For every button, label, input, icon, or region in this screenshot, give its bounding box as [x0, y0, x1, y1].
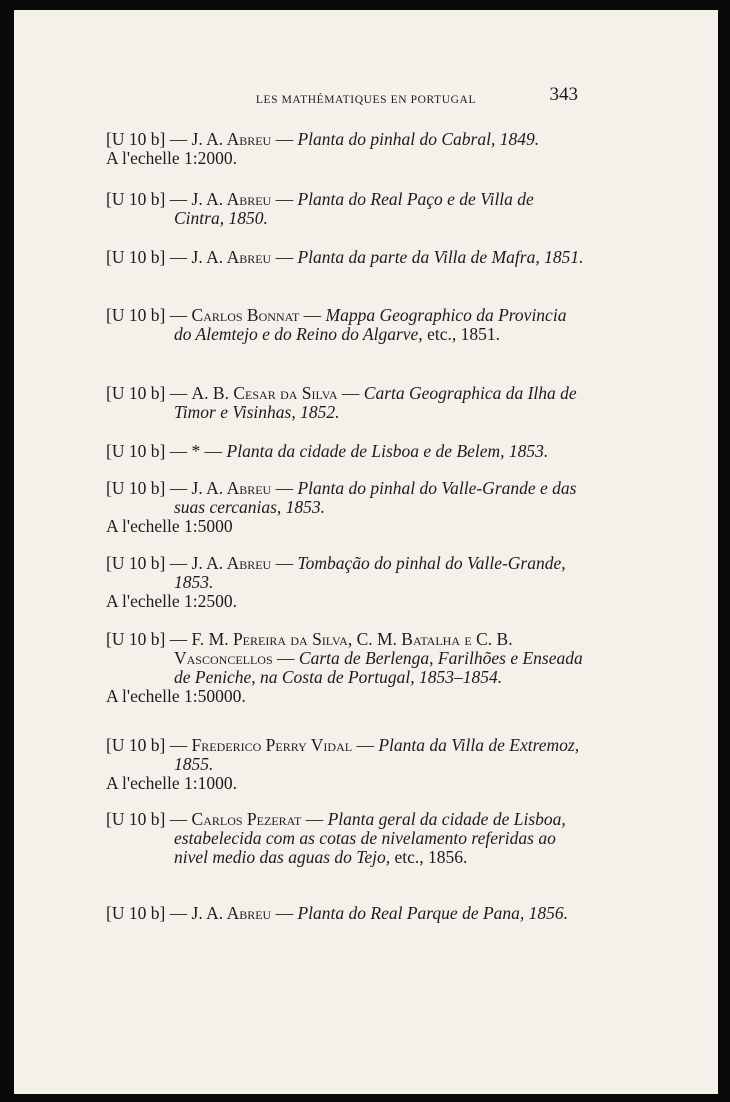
- entry-extra: etc., 1851.: [427, 324, 500, 344]
- catalog-entry: [U 10 b] — F. M. Pereira da Silva, C. M. Batalha e C. B. Vasconcellos — Carta de Berlenga, Farilhões e Enseada de Peniche, na Costa de Portugal, 1853–1854. A l'echelle 1:50000.: [106, 630, 588, 706]
- entry-author: J. A. Abreu: [191, 129, 272, 149]
- shelf-mark: [U 10 b]: [106, 478, 166, 498]
- page-number: 343: [549, 84, 578, 105]
- entry-author: J. A. Abreu: [191, 478, 272, 498]
- catalog-entry: [U 10 b] — J. A. Abreu — Planta do pinhal do Cabral, 1849. A l'echelle 1:2000.: [106, 130, 588, 168]
- entry-title: Planta do pinhal do Valle-Grande e das suas cercanias, 1853.: [174, 478, 577, 517]
- entry-author: A. B. Cesar da Silva: [191, 383, 338, 403]
- entry-author: J. A. Abreu: [191, 553, 272, 573]
- catalog-entry: [U 10 b] — Frederico Perry Vidal — Planta da Villa de Extremoz, 1855. A l'echelle 1:1000.: [106, 736, 588, 793]
- entry-scale: A l'echelle 1:5000: [106, 516, 233, 536]
- entry-title: Planta geral da cidade de Lisboa, estabelecida com as cotas de nivelamento referidas ao nivel medio das aguas do Tejo,: [174, 809, 566, 867]
- shelf-mark: [U 10 b]: [106, 809, 166, 829]
- catalog-entry: [U 10 b] — Carlos Bonnat — Mappa Geographico da Provincia do Alemtejo e do Reino do Algarve, etc., 1851.: [106, 305, 567, 344]
- entry-scale: A l'echelle 1:50000.: [106, 686, 246, 706]
- catalog-entry: [U 10 b] — * — Planta da cidade de Lisboa e de Belem, 1853.: [106, 441, 549, 461]
- entry-title: Carta Geographica da Ilha de Timor e Visinhas, 1852.: [174, 383, 577, 422]
- entry-scale: A l'echelle 1:1000.: [106, 773, 237, 793]
- catalog-entry: [U 10 b] — A. B. Cesar da Silva — Carta Geographica da Ilha de Timor e Visinhas, 1852.: [106, 383, 577, 422]
- shelf-mark: [U 10 b]: [106, 247, 166, 267]
- shelf-mark: [U 10 b]: [106, 629, 166, 649]
- entry-title: Planta da Villa de Extremoz, 1855.: [174, 735, 580, 774]
- book-page: [14, 10, 718, 1094]
- entry-author: J. A. Abreu: [191, 247, 272, 267]
- running-head: LES MATHÉMATIQUES EN PORTUGAL: [255, 94, 477, 106]
- shelf-mark: [U 10 b]: [106, 129, 166, 149]
- shelf-mark: [U 10 b]: [106, 305, 166, 325]
- entry-author: Carlos Bonnat: [191, 305, 300, 325]
- entry-scale: A l'echelle 1:2000.: [106, 148, 237, 168]
- entry-scale: A l'echelle 1:2500.: [106, 591, 237, 611]
- shelf-mark: [U 10 b]: [106, 903, 166, 923]
- entry-title: Planta da cidade de Lisboa e de Belem, 1853.: [226, 441, 549, 461]
- entry-author: J. A. Abreu: [191, 903, 272, 923]
- shelf-mark: [U 10 b]: [106, 553, 166, 573]
- catalog-entry: [U 10 b] — J. A. Abreu — Planta do pinhal do Valle-Grande e das suas cercanias, 1853. A l'echelle 1:5000: [106, 479, 588, 536]
- catalog-entry: [U 10 b] — J. A. Abreu — Planta do Real Paço e de Villa de Cintra, 1850.: [106, 189, 534, 228]
- entry-title: Mappa Geographico da Provincia do Alemtejo e do Reino do Algarve,: [174, 305, 567, 344]
- entry-title: Planta da parte da Villa de Mafra, 1851.: [297, 247, 584, 267]
- catalog-entry: [U 10 b] — J. A. Abreu — Planta do Real Parque de Pana, 1856.: [106, 903, 569, 923]
- entry-title: Planta do Real Paço e de Villa de Cintra, 1850.: [174, 189, 534, 228]
- shelf-mark: [U 10 b]: [106, 735, 166, 755]
- shelf-mark: [U 10 b]: [106, 189, 166, 209]
- entry-author: *: [191, 441, 201, 461]
- shelf-mark: [U 10 b]: [106, 383, 166, 403]
- catalog-entry: [U 10 b] — J. A. Abreu — Tombação do pinhal do Valle-Grande, 1853. A l'echelle 1:2500.: [106, 554, 588, 611]
- entry-author: Frederico Perry Vidal: [191, 735, 353, 755]
- catalog-entry: [U 10 b] — Carlos Pezerat — Planta geral da cidade de Lisboa, estabelecida com as cotas de nivelamento referidas ao nivel medio das aguas do Tejo, etc., 1856.: [106, 809, 566, 867]
- entry-author: F. M. Pereira da Silva, C. M. Batalha e C. B. Vasconcellos: [174, 629, 513, 668]
- shelf-mark: [U 10 b]: [106, 441, 166, 461]
- entry-title: Planta do pinhal do Cabral, 1849.: [297, 129, 540, 149]
- entry-author: Carlos Pezerat: [191, 809, 302, 829]
- entry-author: J. A. Abreu: [191, 189, 272, 209]
- entry-title: Tombação do pinhal do Valle-Grande, 1853.: [174, 553, 566, 592]
- page-header: [14, 84, 718, 114]
- catalog-entry: [U 10 b] — J. A. Abreu — Planta da parte da Villa de Mafra, 1851.: [106, 247, 584, 267]
- entry-title: Carta de Berlenga, Farilhões e Enseada de Peniche, na Costa de Portugal, 1853–1854.: [174, 648, 583, 687]
- entry-extra: etc., 1856.: [394, 847, 468, 867]
- entry-title: Planta do Real Parque de Pana, 1856.: [297, 903, 569, 923]
